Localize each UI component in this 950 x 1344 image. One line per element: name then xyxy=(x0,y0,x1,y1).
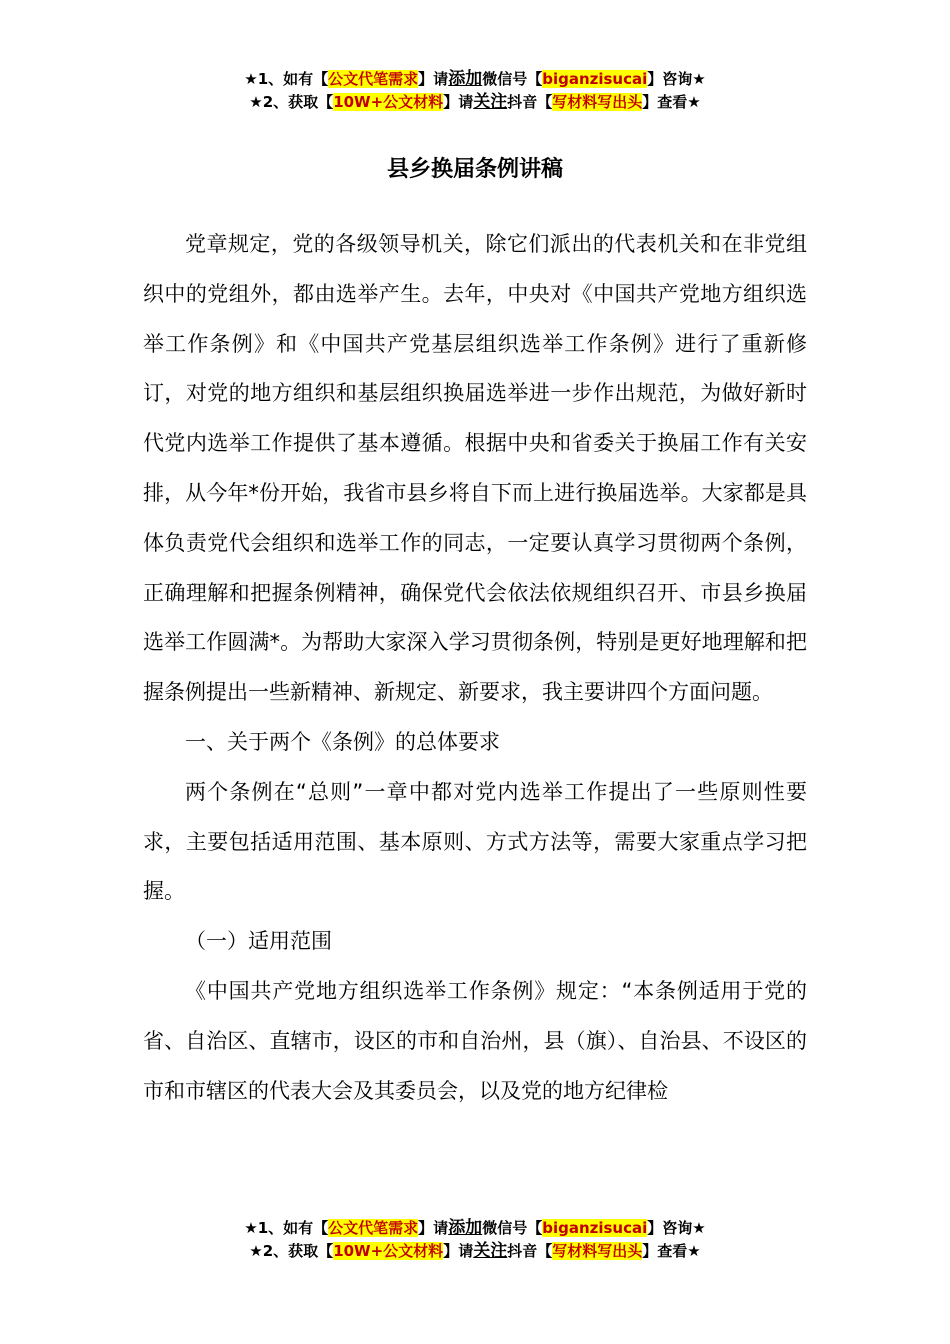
banner-highlight: 10W+公文材料 xyxy=(333,1242,444,1260)
section-heading: 一、关于两个《条例》的总体要求 xyxy=(185,729,500,754)
banner-highlight: biganzisucai xyxy=(542,70,648,88)
banner-text: 】查看★ xyxy=(642,1242,701,1260)
banner-highlight: 写材料写出头 xyxy=(552,1242,643,1260)
banner-highlight: 写材料写出头 xyxy=(552,93,643,111)
banner-text: 微信号【 xyxy=(482,70,543,88)
banner-text: ★2、获取【 xyxy=(249,1242,334,1260)
document-body xyxy=(143,220,807,1116)
document-title: 县乡换届条例讲稿 xyxy=(386,157,563,182)
banner-line-1 xyxy=(0,68,950,91)
banner-text: 】请 xyxy=(418,70,449,88)
banner-emphasis: 添加 xyxy=(448,1218,483,1238)
banner-emphasis: 关注 xyxy=(473,1241,508,1261)
banner-text: 】咨询★ xyxy=(647,1219,706,1237)
paragraph: 两个条例在“总则”一章中都对党内选举工作提出了一些原则性要求，主要包括适用范围、基本原则、方式方法等，需要大家重点学习把握。 xyxy=(143,779,807,904)
banner-text: 】查看★ xyxy=(642,93,701,111)
banner-text: 微信号【 xyxy=(482,1219,543,1237)
banner-text: 】咨询★ xyxy=(647,70,706,88)
banner-text: ★1、如有【 xyxy=(244,1219,329,1237)
banner-text: ★2、获取【 xyxy=(249,93,334,111)
banner-emphasis: 关注 xyxy=(473,92,508,112)
banner-line-1 xyxy=(0,1217,950,1240)
paragraph: 党章规定，党的各级领导机关，除它们派出的代表机关和在非党组织中的党组外，都由选举产生。去年，中央对《中国共产党地方组织选举工作条例》和《中国共产党基层组织选举工作条例》进行了重新修订，对党的地方组织和基层组织换届选举进一步作出规范，为做好新时代党内选举工作提供了基本遵循。根据中央和省委关于换届工作有关安排，从今年*份开始，我省市县乡将自下而上进行换届选举。大家都是具体负责党代会组织和选举工作的同志，一定要认真学习贯彻两个条例，正确理解和把握条例精神，确保党代会依法依规组织召开、市县乡换届选举工作圆满*。为帮助大家深入学习贯彻条例，特别是更好地理解和把握条例提出一些新精神、新规定、新要求，我主要讲四个方面问题。 xyxy=(143,232,807,705)
banner-highlight: 公文代笔需求 xyxy=(328,70,419,88)
banner-line-2 xyxy=(0,1240,950,1263)
banner-emphasis: 添加 xyxy=(448,69,483,89)
subsection-heading: （一）适用范围 xyxy=(185,929,332,954)
banner-text: ★1、如有【 xyxy=(244,70,329,88)
banner-text: 】请 xyxy=(418,1219,449,1237)
banner-text: 抖音【 xyxy=(507,1242,553,1260)
banner-line-2 xyxy=(0,91,950,114)
banner-text: 】请 xyxy=(443,1242,474,1260)
banner-highlight: 10W+公文材料 xyxy=(333,93,444,111)
header-banner xyxy=(0,68,950,114)
banner-text: 抖音【 xyxy=(507,93,553,111)
paragraph: 《中国共产党地方组织选举工作条例》规定：“本条例适用于党的省、自治区、直辖市，设区的市和自治州，县（旗）、自治县、不设区的市和市辖区的代表大会及其委员会，以及党的地方纪律检 xyxy=(143,978,807,1103)
banner-highlight: biganzisucai xyxy=(542,1219,648,1237)
footer-banner xyxy=(0,1217,950,1263)
banner-highlight: 公文代笔需求 xyxy=(328,1219,419,1237)
banner-text: 】请 xyxy=(443,93,474,111)
